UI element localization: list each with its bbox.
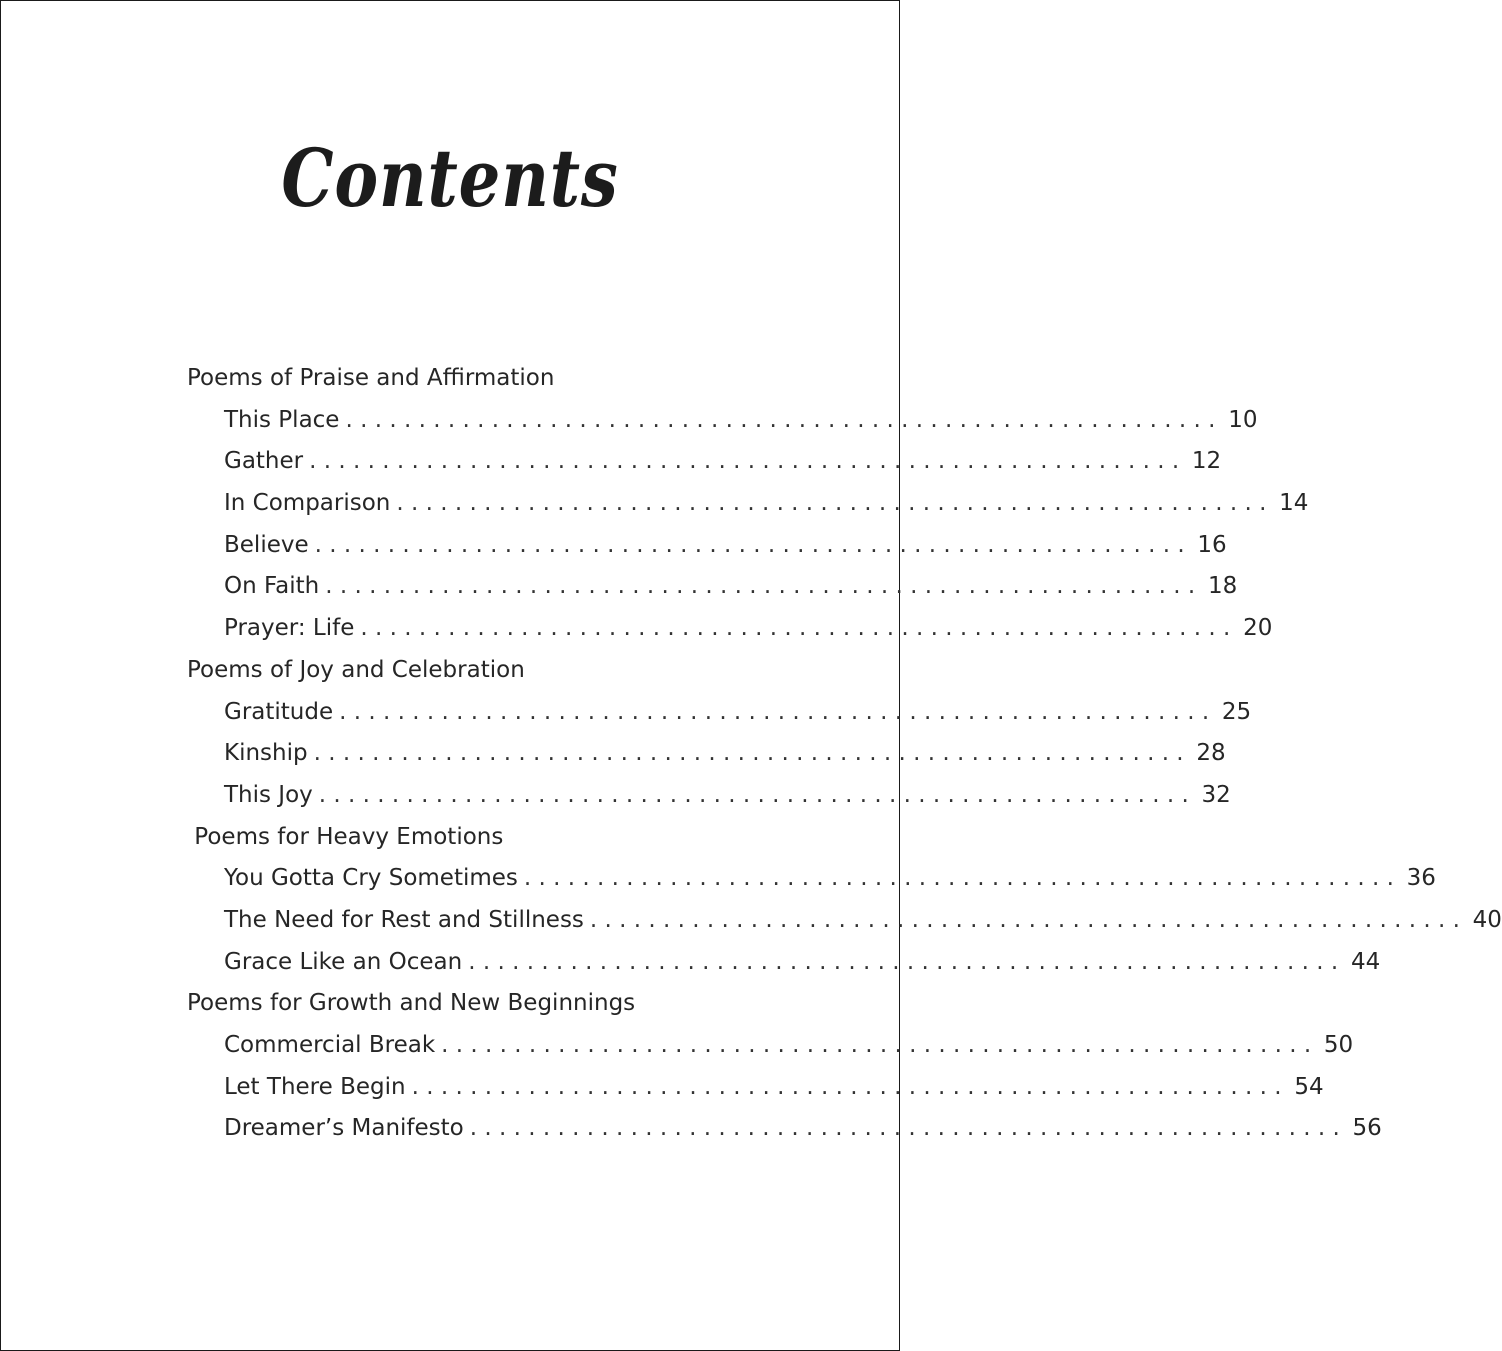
entry-title: Grace Like an Ocean bbox=[224, 948, 463, 975]
entry-title: Believe bbox=[224, 531, 309, 558]
dot-leader: . . . . . . . . . . . . . . . . . . . . . . . . . . . . . . . . . . . . . . . . . . . . . . . . . . . . . . . . . . . . bbox=[589, 906, 1460, 933]
page-number: 14 bbox=[1279, 490, 1309, 517]
dot-leader: . . . . . . . . . . . . . . . . . . . . . . . . . . . . . . . . . . . . . . . . . . . . . . . . . . . . . . . . . . . . bbox=[313, 740, 1184, 767]
toc-entry[interactable] bbox=[187, 1108, 1382, 1150]
toc-entry[interactable] bbox=[187, 1025, 1354, 1067]
section-heading: Poems of Joy and Celebration bbox=[187, 656, 525, 683]
page-number: 25 bbox=[1221, 698, 1252, 725]
toc-entry[interactable] bbox=[187, 483, 1309, 525]
entry-title: In Comparison bbox=[224, 490, 391, 517]
entry-title: On Faith bbox=[224, 573, 320, 600]
entry-title: You Gotta Cry Sometimes bbox=[224, 865, 518, 892]
entry-title: Let There Begin bbox=[224, 1073, 406, 1100]
dot-leader: . . . . . . . . . . . . . . . . . . . . . . . . . . . . . . . . . . . . . . . . . . . . . . . . . . . . . . . . . . . . bbox=[396, 490, 1267, 517]
page-number: 18 bbox=[1207, 573, 1238, 600]
page-number: 16 bbox=[1197, 531, 1227, 558]
entry-title: Commercial Break bbox=[224, 1032, 436, 1058]
table-of-contents bbox=[187, 358, 1502, 1150]
toc-entry[interactable] bbox=[187, 942, 1381, 984]
page-number: 28 bbox=[1196, 740, 1226, 767]
page-number: 54 bbox=[1294, 1073, 1324, 1100]
toc-entry[interactable] bbox=[187, 566, 1238, 608]
toc-entry[interactable] bbox=[187, 900, 1502, 942]
entry-title: Gratitude bbox=[224, 698, 334, 725]
dot-leader: . . . . . . . . . . . . . . . . . . . . . . . . . . . . . . . . . . . . . . . . . . . . . . . . . . . . . . . . . . . . bbox=[325, 573, 1196, 600]
entry-title: Gather bbox=[224, 448, 304, 475]
entry-title: This Joy bbox=[224, 781, 313, 808]
page-number: 40 bbox=[1472, 906, 1502, 933]
toc-entry[interactable] bbox=[187, 692, 1252, 734]
page-number: 12 bbox=[1191, 448, 1222, 475]
entry-title: The Need for Rest and Stillness bbox=[224, 906, 584, 933]
dot-leader: . . . . . . . . . . . . . . . . . . . . . . . . . . . . . . . . . . . . . . . . . . . . . . . . . . . . . . . . . . . . bbox=[468, 948, 1339, 975]
dot-leader: . . . . . . . . . . . . . . . . . . . . . . . . . . . . . . . . . . . . . . . . . . . . . . . . . . . . . . . . . . . . bbox=[441, 1032, 1312, 1058]
page-number: 10 bbox=[1228, 406, 1258, 433]
dot-leader: . . . . . . . . . . . . . . . . . . . . . . . . . . . . . . . . . . . . . . . . . . . . . . . . . . . . . . . . . . . . bbox=[314, 531, 1185, 558]
page-number: 32 bbox=[1201, 781, 1231, 808]
page-number: 36 bbox=[1406, 865, 1436, 892]
toc-entry[interactable] bbox=[187, 1067, 1324, 1109]
dot-leader: . . . . . . . . . . . . . . . . . . . . . . . . . . . . . . . . . . . . . . . . . . . . . . . . . . . . . . . . . . . . bbox=[469, 1115, 1340, 1142]
page-number: 50 bbox=[1323, 1032, 1354, 1058]
dot-leader: . . . . . . . . . . . . . . . . . . . . . . . . . . . . . . . . . . . . . . . . . . . . . . . . . . . . . . . . . . . . bbox=[360, 615, 1231, 642]
toc-entry[interactable] bbox=[187, 608, 1273, 650]
section-heading: Poems for Heavy Emotions bbox=[187, 823, 504, 850]
entry-title: Dreamer’s Manifesto bbox=[224, 1115, 464, 1142]
dot-leader: . . . . . . . . . . . . . . . . . . . . . . . . . . . . . . . . . . . . . . . . . . . . . . . . . . . . . . . . . . . . bbox=[523, 865, 1394, 892]
page-number: 44 bbox=[1350, 948, 1381, 975]
entry-title: Prayer: Life bbox=[224, 615, 355, 642]
page-title: Contents bbox=[281, 131, 619, 225]
section-heading: Poems of Praise and Affirmation bbox=[187, 365, 555, 391]
entry-title: This Place bbox=[224, 406, 340, 433]
page-number: 56 bbox=[1352, 1115, 1382, 1142]
dot-leader: . . . . . . . . . . . . . . . . . . . . . . . . . . . . . . . . . . . . . . . . . . . . . . . . . . . . . . . . . . . . bbox=[318, 781, 1189, 808]
toc-entry[interactable] bbox=[187, 400, 1258, 442]
dot-leader: . . . . . . . . . . . . . . . . . . . . . . . . . . . . . . . . . . . . . . . . . . . . . . . . . . . . . . . . . . . . bbox=[411, 1073, 1282, 1100]
page-number: 20 bbox=[1243, 615, 1273, 642]
entry-title: Kinship bbox=[224, 740, 308, 767]
section-heading: Poems for Growth and New Beginnings bbox=[187, 990, 636, 1017]
dot-leader: . . . . . . . . . . . . . . . . . . . . . . . . . . . . . . . . . . . . . . . . . . . . . . . . . . . . . . . . . . . . bbox=[345, 406, 1216, 433]
dot-leader: . . . . . . . . . . . . . . . . . . . . . . . . . . . . . . . . . . . . . . . . . . . . . . . . . . . . . . . . . . . . bbox=[309, 448, 1180, 475]
toc-entry[interactable] bbox=[187, 525, 1227, 567]
toc-entry[interactable] bbox=[187, 775, 1231, 817]
toc-entry[interactable] bbox=[187, 858, 1436, 900]
toc-entry[interactable] bbox=[187, 733, 1226, 775]
dot-leader: . . . . . . . . . . . . . . . . . . . . . . . . . . . . . . . . . . . . . . . . . . . . . . . . . . . . . . . . . . . . bbox=[339, 698, 1210, 725]
toc-entry[interactable] bbox=[187, 441, 1222, 483]
